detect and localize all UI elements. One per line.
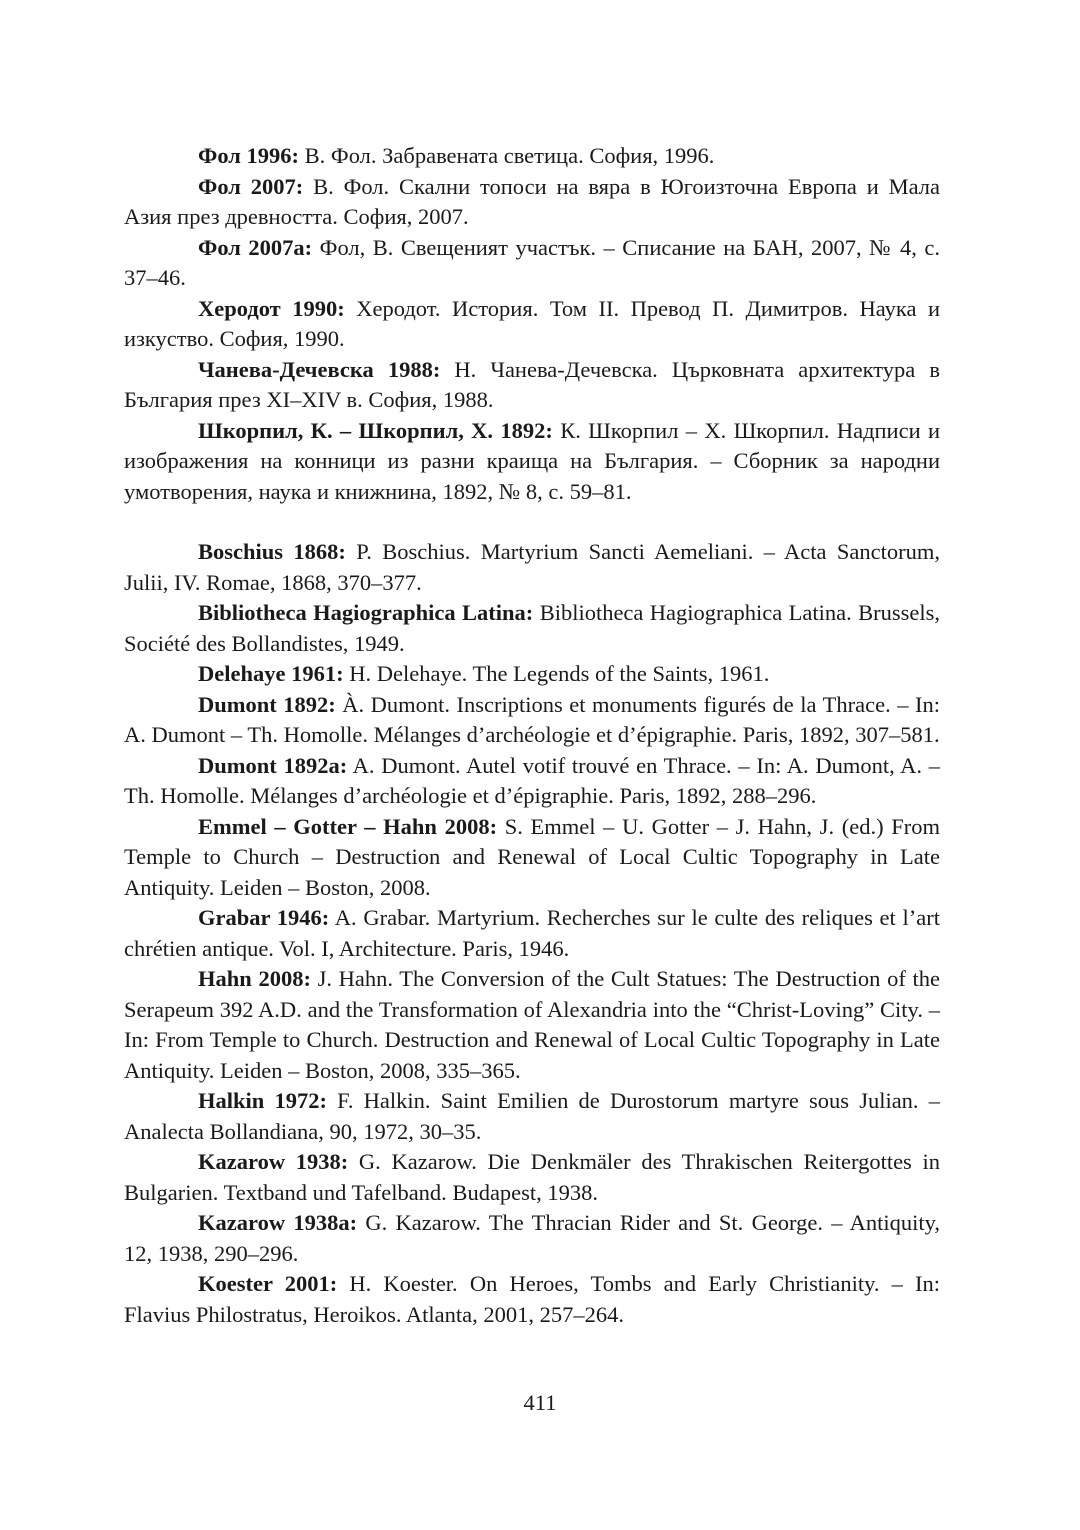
page-number: 411 bbox=[523, 1390, 557, 1415]
reference-text: J. Hahn. The Conversion of the Cult Statues: The Destruction of the Serapeum 392 A.D. and the Transformation of Alexandria into the “Christ-Loving” City. – In: From Temple to Church. Destruction and Renewal of Local Cultic Topography in Late Antiquity. Leiden – Boston, 2008, 335–365. bbox=[124, 966, 940, 1083]
reference-text: G. Kazarow. Die Denkmäler des Thrakischen Reitergottes in Bulgarien. Textband und Tafelband. Budapest, 1938. bbox=[124, 1149, 940, 1205]
reference-entry bbox=[124, 141, 940, 172]
reference-text: H. Koester. On Heroes, Tombs and Early Christianity. – In: Flavius Philostratus, Heroikos. Atlanta, 2001, 257–264. bbox=[124, 1271, 941, 1327]
reference-key: Boschius 1868: bbox=[198, 539, 346, 564]
reference-key: Фол 2007: bbox=[198, 173, 304, 199]
reference-text: H. Delehaye. The Legends of the Saints, 1961. bbox=[343, 661, 770, 686]
reference-text: A. Grabar. Martyrium. Recherches sur le culte des reliques et l’art chrétien antique. Vol. I, Architecture. Paris, 1946. bbox=[124, 905, 940, 961]
latin-references bbox=[124, 537, 940, 1330]
reference-entry bbox=[124, 751, 940, 812]
bibliography bbox=[124, 141, 940, 1330]
reference-key: Фол 2007а: bbox=[198, 234, 313, 260]
reference-text: S. Emmel – U. Gotter – J. Hahn, J. (ed.) From Temple to Church – Destruction and Renewal of Local Cultic Topography in Late Antiquity. Leiden – Boston, 2008. bbox=[124, 813, 940, 900]
reference-text: G. Kazarow. The Thracian Rider and St. George. – Antiquity, 12, 1938, 290–296. bbox=[124, 1210, 940, 1266]
reference-entry bbox=[124, 964, 940, 1086]
reference-entry bbox=[124, 416, 940, 508]
reference-key: Шкорпил, К. – Шкорпил, Х. 1892: bbox=[198, 417, 553, 443]
reference-key: Dumont 1892a: bbox=[198, 752, 348, 778]
reference-entry bbox=[124, 537, 940, 598]
reference-key: Delehaye 1961: bbox=[198, 661, 344, 686]
reference-text: À. Dumont. Inscriptions et monuments figurés de la Thrace. – In: A. Dumont – Th. Homolle. Mélanges d’archéologie et d’épigraphie. Paris, 1892, 307–581. bbox=[124, 691, 940, 747]
reference-text: A. Dumont. Autel votif trouvé en Thrace. – In: A. Dumont, A. – Th. Homolle. Mélanges d’archéologie et d’épigraphie. Paris, 1892, 288–296. bbox=[124, 752, 940, 808]
reference-entry bbox=[124, 1269, 940, 1330]
reference-key: Dumont 1892: bbox=[198, 691, 336, 717]
reference-key: Kazarow 1938a: bbox=[198, 1210, 358, 1235]
reference-entry bbox=[124, 598, 940, 659]
reference-key: Фол 1996: bbox=[198, 143, 300, 168]
reference-text: Херодот. История. Том II. Превод П. Димитров. Наука и изкуство. София, 1990. bbox=[124, 295, 940, 351]
reference-entry bbox=[124, 690, 940, 751]
reference-key: Херодот 1990: bbox=[198, 295, 345, 321]
reference-key: Koester 2001: bbox=[198, 1271, 338, 1296]
reference-text: К. Шкорпил – Х. Шкорпил. Надписи и изображения на конници из разни краища на България. – Сборник за народни умотворения, наука и книжнина, 1892, № 8, с. 59–81. bbox=[124, 417, 941, 504]
reference-text: Фол, В. Свещеният участък. – Списание на БАН, 2007, № 4, с. 37–46. bbox=[124, 234, 940, 290]
reference-entry bbox=[124, 812, 940, 904]
reference-key: Grabar 1946: bbox=[198, 905, 330, 930]
reference-text: В. Фол. Скални топоси на вяра в Югоизточна Европа и Мала Азия през древността. София, 2007. bbox=[124, 173, 940, 229]
reference-key: Halkin 1972: bbox=[198, 1088, 327, 1113]
reference-entry bbox=[124, 1086, 940, 1147]
reference-key: Hahn 2008: bbox=[198, 966, 311, 991]
reference-text: Н. Чанева-Дечевска. Църковната архитектура в България през XI–XIV в. София, 1988. bbox=[124, 356, 940, 412]
reference-text: Bibliotheca Hagiographica Latina. Brussels, Société des Bollandistes, 1949. bbox=[124, 600, 940, 656]
reference-entry bbox=[124, 172, 940, 233]
reference-key: Bibliotheca Hagiographica Latina: bbox=[198, 600, 534, 625]
section-gap bbox=[124, 507, 940, 537]
reference-entry bbox=[124, 294, 940, 355]
cyrillic-references bbox=[124, 141, 940, 507]
reference-key: Emmel – Gotter – Hahn 2008: bbox=[198, 813, 498, 839]
reference-key: Kazarow 1938: bbox=[198, 1149, 349, 1174]
reference-entry bbox=[124, 1147, 940, 1208]
reference-entry bbox=[124, 233, 940, 294]
reference-key: Чанева-Дечевска 1988: bbox=[198, 356, 441, 382]
reference-entry bbox=[124, 1208, 940, 1269]
reference-entry bbox=[124, 659, 940, 690]
reference-text: F. Halkin. Saint Emilien de Durostorum martyre sous Julian. – Analecta Bollandiana, 90, 1972, 30–35. bbox=[124, 1088, 940, 1144]
reference-text: P. Boschius. Martyrium Sancti Aemeliani. – Acta Sanctorum, Julii, IV. Romae, 1868, 370–377. bbox=[124, 539, 941, 595]
reference-entry bbox=[124, 355, 940, 416]
reference-entry bbox=[124, 903, 940, 964]
reference-text: В. Фол. Забравената светица. София, 1996. bbox=[299, 143, 715, 168]
